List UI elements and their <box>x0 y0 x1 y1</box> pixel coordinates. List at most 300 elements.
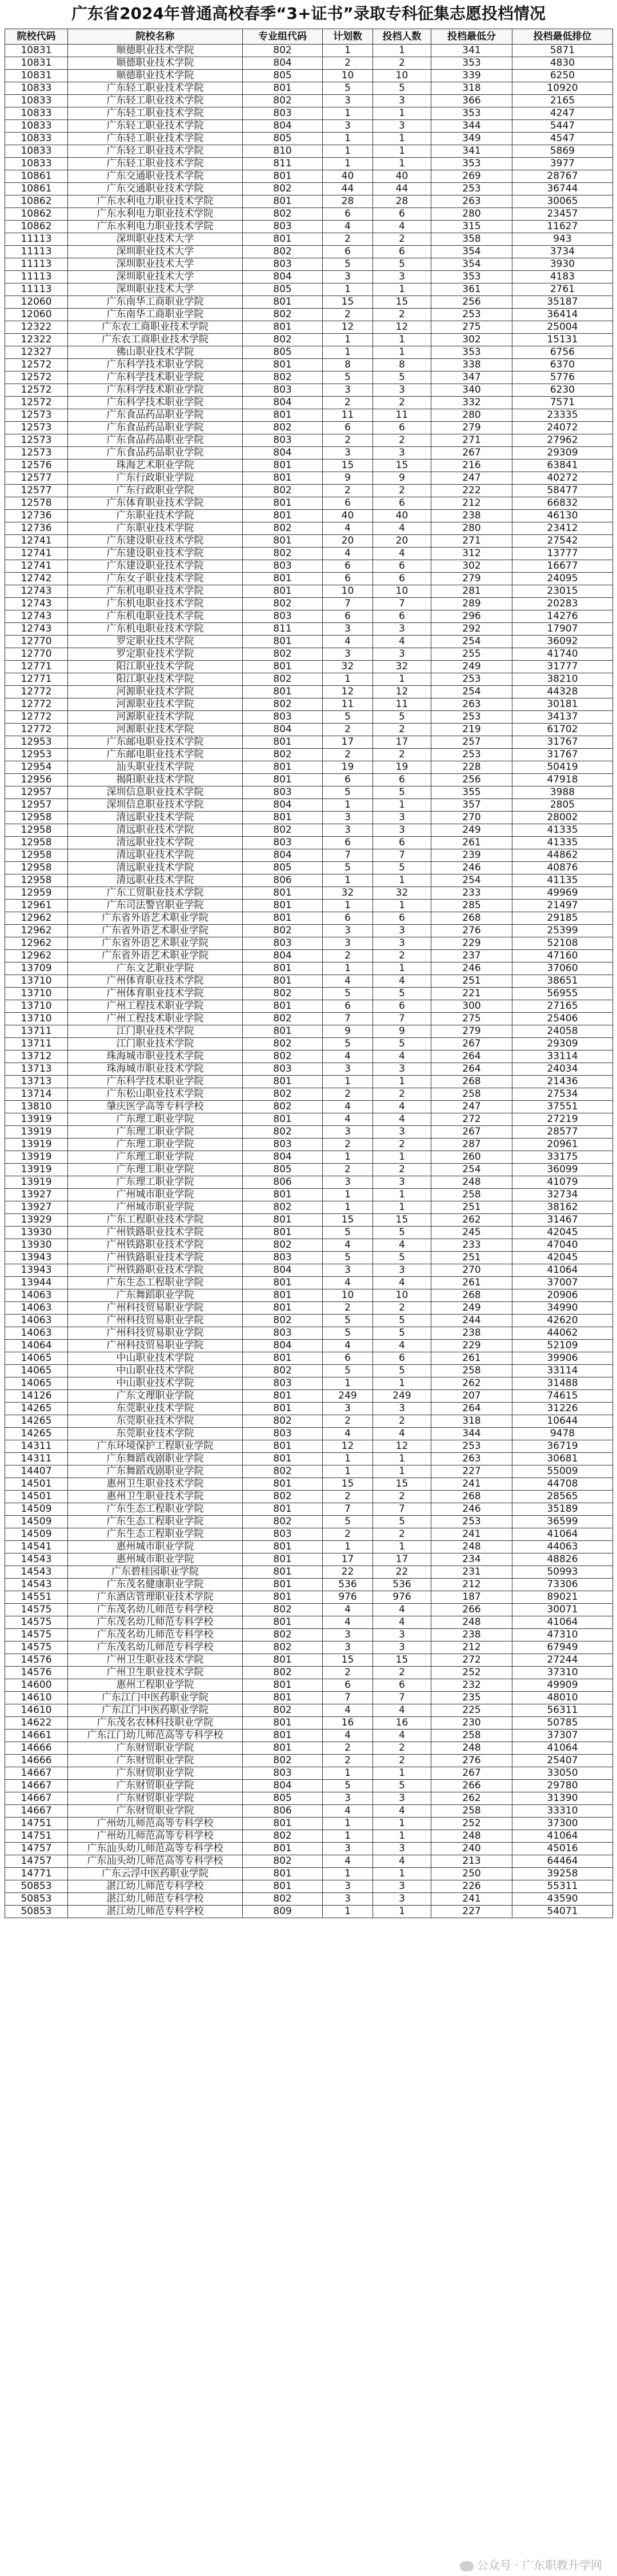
table-row <box>5 849 613 862</box>
table-row <box>5 900 613 912</box>
cell-school-code: 13710 <box>5 988 68 1000</box>
cell-plan-count: 3 <box>323 937 373 950</box>
cell-group-code: 802 <box>243 1038 323 1051</box>
cell-min-score: 266 <box>431 1604 512 1616</box>
cell-admitted-count: 4 <box>373 1616 431 1629</box>
cell-school-name: 广东轻工职业技术学院 <box>68 107 243 120</box>
cell-min-rank: 52109 <box>512 1340 613 1352</box>
cell-school-code: 14576 <box>5 1667 68 1679</box>
cell-school-code: 11113 <box>5 233 68 246</box>
cell-plan-count: 6 <box>323 497 373 510</box>
cell-group-code: 802 <box>243 246 323 258</box>
cell-school-name: 广东科学技术职业学院 <box>68 372 243 384</box>
cell-admitted-count: 4 <box>373 1805 431 1818</box>
table-row <box>5 673 613 686</box>
table-row <box>5 1000 613 1013</box>
cell-group-code: 802 <box>243 1516 323 1528</box>
cell-min-score: 251 <box>431 1252 512 1264</box>
table-row <box>5 1164 613 1176</box>
cell-min-score: 239 <box>431 849 512 862</box>
cell-min-score: 263 <box>431 1453 512 1465</box>
cell-plan-count: 32 <box>323 661 373 673</box>
cell-plan-count: 2 <box>323 749 373 761</box>
table-row <box>5 95 613 107</box>
cell-group-code: 802 <box>243 1755 323 1767</box>
cell-school-code: 12770 <box>5 636 68 648</box>
table-row <box>5 1553 613 1566</box>
cell-admitted-count: 4 <box>373 1340 431 1352</box>
cell-min-rank: 47040 <box>512 1239 613 1252</box>
cell-school-name: 广东南华工商职业学院 <box>68 296 243 309</box>
cell-min-score: 241 <box>431 1478 512 1491</box>
cell-min-score: 312 <box>431 548 512 560</box>
cell-plan-count: 4 <box>323 1855 373 1868</box>
cell-plan-count: 4 <box>323 1277 373 1289</box>
cell-group-code: 804 <box>243 397 323 409</box>
cell-min-rank: 49969 <box>512 887 613 900</box>
cell-admitted-count: 249 <box>373 1390 431 1403</box>
cell-min-rank: 56311 <box>512 1704 613 1717</box>
cell-admitted-count: 1 <box>373 107 431 120</box>
cell-school-code: 12743 <box>5 610 68 623</box>
table-row <box>5 1792 613 1805</box>
cell-school-name: 广东工贸职业技术学院 <box>68 887 243 900</box>
table-row <box>5 1377 613 1390</box>
table-row <box>5 70 613 82</box>
cell-group-code: 810 <box>243 145 323 158</box>
cell-min-rank: 943 <box>512 233 613 246</box>
table-row <box>5 1742 613 1755</box>
cell-min-score: 248 <box>431 1830 512 1843</box>
cell-admitted-count: 4 <box>373 975 431 988</box>
cell-plan-count: 3 <box>323 812 373 824</box>
cell-school-name: 广东行政职业学院 <box>68 485 243 497</box>
cell-school-code: 14265 <box>5 1428 68 1440</box>
cell-admitted-count: 1 <box>373 962 431 975</box>
cell-school-code: 14543 <box>5 1566 68 1579</box>
cell-min-rank: 31767 <box>512 736 613 749</box>
cell-group-code: 801 <box>243 1277 323 1289</box>
cell-admitted-count: 1 <box>373 45 431 57</box>
table-row <box>5 1352 613 1365</box>
table-row <box>5 120 613 133</box>
table-row <box>5 472 613 485</box>
cell-school-code: 13919 <box>5 1151 68 1164</box>
cell-min-score: 357 <box>431 799 512 812</box>
cell-group-code: 801 <box>243 321 323 334</box>
cell-min-rank: 27244 <box>512 1654 613 1667</box>
cell-plan-count: 1 <box>323 962 373 975</box>
cell-school-name: 广东江门幼儿师范高等专科学校 <box>68 1730 243 1742</box>
cell-min-score: 237 <box>431 950 512 962</box>
cell-school-code: 12958 <box>5 824 68 837</box>
table-row <box>5 862 613 874</box>
cell-admitted-count: 2 <box>373 1742 431 1755</box>
cell-min-score: 289 <box>431 598 512 610</box>
cell-admitted-count: 1 <box>373 158 431 170</box>
cell-min-rank: 31767 <box>512 749 613 761</box>
cell-school-name: 广东机电职业技术学院 <box>68 585 243 598</box>
cell-school-code: 13929 <box>5 1214 68 1227</box>
cell-plan-count: 3 <box>323 1176 373 1189</box>
cell-admitted-count: 10 <box>373 585 431 598</box>
table-row <box>5 1906 613 1918</box>
cell-admitted-count: 1 <box>373 1767 431 1780</box>
cell-group-code: 803 <box>243 1767 323 1780</box>
cell-school-name: 清远职业技术学院 <box>68 812 243 824</box>
cell-admitted-count: 6 <box>373 912 431 925</box>
cell-school-code: 11113 <box>5 283 68 296</box>
cell-plan-count: 5 <box>323 988 373 1000</box>
cell-school-code: 10862 <box>5 195 68 208</box>
cell-school-name: 广东茂名健康职业学院 <box>68 1579 243 1591</box>
cell-group-code: 801 <box>243 1289 323 1302</box>
table-row <box>5 1101 613 1113</box>
cell-school-code: 13919 <box>5 1139 68 1151</box>
cell-group-code: 801 <box>243 975 323 988</box>
cell-min-rank: 5871 <box>512 45 613 57</box>
cell-school-code: 12573 <box>5 422 68 434</box>
cell-min-score: 238 <box>431 510 512 522</box>
wechat-icon <box>460 2561 474 2571</box>
cell-school-name: 广州城市职业学院 <box>68 1189 243 1201</box>
table-row <box>5 1767 613 1780</box>
cell-min-score: 276 <box>431 1755 512 1767</box>
table-row <box>5 1063 613 1076</box>
table-row <box>5 837 613 849</box>
cell-school-code: 12743 <box>5 585 68 598</box>
cell-school-code: 14063 <box>5 1289 68 1302</box>
cell-group-code: 803 <box>243 560 323 573</box>
cell-group-code: 801 <box>243 460 323 472</box>
cell-min-rank: 44328 <box>512 686 613 698</box>
cell-admitted-count: 4 <box>373 1051 431 1063</box>
table-row <box>5 271 613 283</box>
table-row <box>5 1076 613 1088</box>
cell-min-score: 254 <box>431 874 512 887</box>
cell-min-score: 287 <box>431 1139 512 1151</box>
cell-min-score: 353 <box>431 57 512 70</box>
cell-min-score: 318 <box>431 1415 512 1428</box>
cell-school-code: 14064 <box>5 1340 68 1352</box>
cell-school-code: 12771 <box>5 673 68 686</box>
cell-school-code: 12772 <box>5 698 68 711</box>
table-row <box>5 1227 613 1239</box>
cell-plan-count: 4 <box>323 1616 373 1629</box>
cell-school-code: 13710 <box>5 1013 68 1025</box>
cell-min-score: 254 <box>431 686 512 698</box>
cell-plan-count: 3 <box>323 384 373 397</box>
table-row <box>5 133 613 145</box>
cell-school-name: 广东生态工程职业学院 <box>68 1528 243 1541</box>
cell-plan-count: 4 <box>323 636 373 648</box>
cell-min-rank: 50993 <box>512 1566 613 1579</box>
cell-group-code: 804 <box>243 447 323 460</box>
cell-school-code: 13927 <box>5 1201 68 1214</box>
cell-group-code: 801 <box>243 912 323 925</box>
table-row <box>5 1893 613 1906</box>
cell-admitted-count: 6 <box>373 422 431 434</box>
cell-school-code: 14126 <box>5 1390 68 1403</box>
cell-school-code: 12953 <box>5 736 68 749</box>
cell-min-score: 263 <box>431 195 512 208</box>
cell-min-rank: 23412 <box>512 522 613 535</box>
cell-plan-count: 1 <box>323 1076 373 1088</box>
cell-school-name: 广东机电职业技术学院 <box>68 623 243 636</box>
cell-group-code: 804 <box>243 799 323 812</box>
cell-plan-count: 8 <box>323 359 373 372</box>
cell-min-rank: 9478 <box>512 1428 613 1440</box>
table-row <box>5 585 613 598</box>
cell-group-code: 802 <box>243 422 323 434</box>
cell-admitted-count: 3 <box>373 1063 431 1076</box>
cell-admitted-count: 12 <box>373 321 431 334</box>
cell-school-code: 10861 <box>5 183 68 195</box>
cell-min-rank: 38651 <box>512 975 613 988</box>
cell-group-code: 802 <box>243 1315 323 1327</box>
cell-admitted-count: 11 <box>373 409 431 422</box>
admission-table <box>5 29 613 1918</box>
cell-school-name: 广东科学技术职业学院 <box>68 384 243 397</box>
cell-plan-count: 4 <box>323 1805 373 1818</box>
cell-school-name: 广州科技贸易职业学院 <box>68 1327 243 1340</box>
cell-admitted-count: 5 <box>373 82 431 95</box>
cell-school-name: 广州体育职业技术学院 <box>68 975 243 988</box>
cell-school-name: 广东酒店管理职业技术学院 <box>68 1591 243 1604</box>
cell-group-code: 801 <box>243 1553 323 1566</box>
cell-group-code: 802 <box>243 824 323 837</box>
cell-school-name: 广东财贸职业学院 <box>68 1805 243 1818</box>
cell-school-code: 14311 <box>5 1440 68 1453</box>
cell-min-rank: 44862 <box>512 849 613 862</box>
cell-school-name: 广东轻工职业技术学院 <box>68 158 243 170</box>
cell-min-rank: 36744 <box>512 183 613 195</box>
cell-group-code: 801 <box>243 82 323 95</box>
cell-min-rank: 2165 <box>512 95 613 107</box>
cell-min-rank: 31467 <box>512 1214 613 1227</box>
table-row <box>5 1176 613 1189</box>
cell-min-rank: 31488 <box>512 1377 613 1390</box>
cell-group-code: 804 <box>243 120 323 133</box>
cell-plan-count: 2 <box>323 57 373 70</box>
cell-group-code: 803 <box>243 1139 323 1151</box>
cell-plan-count: 5 <box>323 1038 373 1051</box>
table-row <box>5 1315 613 1327</box>
table-row <box>5 962 613 975</box>
cell-group-code: 802 <box>243 485 323 497</box>
cell-plan-count: 5 <box>323 1516 373 1528</box>
cell-admitted-count: 1 <box>373 1377 431 1390</box>
cell-group-code: 801 <box>243 1025 323 1038</box>
cell-plan-count: 1 <box>323 1465 373 1478</box>
cell-admitted-count: 5 <box>373 258 431 271</box>
cell-plan-count: 32 <box>323 887 373 900</box>
cell-admitted-count: 3 <box>373 447 431 460</box>
cell-school-name: 广东食品药品职业学院 <box>68 434 243 447</box>
cell-admitted-count: 4 <box>373 1428 431 1440</box>
cell-plan-count: 11 <box>323 698 373 711</box>
cell-school-code: 12962 <box>5 912 68 925</box>
cell-school-code: 14265 <box>5 1415 68 1428</box>
cell-school-name: 广东茂名幼儿师范专科学校 <box>68 1616 243 1629</box>
cell-min-score: 344 <box>431 1428 512 1440</box>
cell-min-score: 341 <box>431 45 512 57</box>
cell-min-score: 353 <box>431 107 512 120</box>
cell-plan-count: 1 <box>323 900 373 912</box>
cell-school-name: 广东舞蹈戏剧职业学院 <box>68 1465 243 1478</box>
cell-admitted-count: 6 <box>373 837 431 849</box>
cell-group-code: 801 <box>243 1214 323 1227</box>
cell-group-code: 801 <box>243 1818 323 1830</box>
cell-min-rank: 5869 <box>512 145 613 158</box>
cell-admitted-count: 2 <box>373 1139 431 1151</box>
cell-school-code: 13919 <box>5 1113 68 1126</box>
cell-school-code: 12060 <box>5 296 68 309</box>
cell-min-rank: 33114 <box>512 1365 613 1377</box>
cell-school-name: 惠州城市职业学院 <box>68 1553 243 1566</box>
cell-school-name: 深圳信息职业技术学院 <box>68 799 243 812</box>
cell-school-code: 12958 <box>5 862 68 874</box>
cell-plan-count: 2 <box>323 1742 373 1755</box>
cell-plan-count: 1 <box>323 283 373 296</box>
cell-min-score: 262 <box>431 1214 512 1227</box>
cell-min-rank: 13777 <box>512 548 613 560</box>
cell-school-name: 惠州工程职业学院 <box>68 1679 243 1692</box>
cell-min-rank: 41064 <box>512 1528 613 1541</box>
cell-admitted-count: 3 <box>373 812 431 824</box>
cell-min-score: 251 <box>431 1201 512 1214</box>
cell-group-code: 811 <box>243 623 323 636</box>
cell-school-code: 12743 <box>5 598 68 610</box>
cell-plan-count: 1 <box>323 1906 373 1918</box>
cell-school-code: 14501 <box>5 1478 68 1491</box>
cell-group-code: 801 <box>243 761 323 774</box>
cell-school-name: 广东建设职业技术学院 <box>68 535 243 548</box>
cell-group-code: 803 <box>243 610 323 623</box>
cell-school-name: 广东文理职业学院 <box>68 1390 243 1403</box>
cell-plan-count: 3 <box>323 1880 373 1893</box>
cell-plan-count: 3 <box>323 925 373 937</box>
cell-min-score: 261 <box>431 1277 512 1289</box>
cell-admitted-count: 2 <box>373 1528 431 1541</box>
cell-plan-count: 7 <box>323 1692 373 1704</box>
cell-school-name: 广东理工职业学院 <box>68 1126 243 1139</box>
cell-school-name: 广东食品药品职业学院 <box>68 409 243 422</box>
cell-min-rank: 28767 <box>512 170 613 183</box>
table-row <box>5 937 613 950</box>
cell-school-code: 13810 <box>5 1101 68 1113</box>
cell-min-rank: 36099 <box>512 1164 613 1176</box>
table-row <box>5 1591 613 1604</box>
cell-plan-count: 1 <box>323 133 373 145</box>
cell-min-score: 264 <box>431 1063 512 1076</box>
cell-group-code: 805 <box>243 862 323 874</box>
cell-plan-count: 7 <box>323 849 373 862</box>
cell-group-code: 802 <box>243 183 323 195</box>
table-row <box>5 283 613 296</box>
table-row <box>5 610 613 623</box>
cell-plan-count: 3 <box>323 120 373 133</box>
cell-admitted-count: 1 <box>373 283 431 296</box>
table-row <box>5 296 613 309</box>
cell-admitted-count: 1 <box>373 1453 431 1465</box>
cell-plan-count: 40 <box>323 170 373 183</box>
cell-admitted-count: 1 <box>373 145 431 158</box>
cell-min-rank: 24095 <box>512 573 613 585</box>
header-school-name: 院校名称 <box>68 29 243 45</box>
cell-admitted-count: 1 <box>373 334 431 346</box>
cell-admitted-count: 2 <box>373 397 431 409</box>
cell-group-code: 801 <box>243 170 323 183</box>
cell-min-rank: 23457 <box>512 208 613 221</box>
cell-school-code: 14551 <box>5 1591 68 1604</box>
cell-school-name: 广东轻工职业技术学院 <box>68 95 243 107</box>
cell-group-code: 802 <box>243 45 323 57</box>
table-row <box>5 761 613 774</box>
cell-admitted-count: 3 <box>373 1126 431 1139</box>
table-row <box>5 1252 613 1264</box>
cell-school-code: 14509 <box>5 1528 68 1541</box>
cell-group-code: 801 <box>243 296 323 309</box>
cell-admitted-count: 15 <box>373 1478 431 1491</box>
cell-min-score: 235 <box>431 1692 512 1704</box>
cell-admitted-count: 2 <box>373 233 431 246</box>
cell-min-rank: 27165 <box>512 1000 613 1013</box>
cell-min-score: 279 <box>431 422 512 434</box>
cell-min-rank: 41335 <box>512 824 613 837</box>
cell-plan-count: 2 <box>323 397 373 409</box>
cell-plan-count: 3 <box>323 1642 373 1654</box>
cell-school-name: 广州体育职业技术学院 <box>68 988 243 1000</box>
table-row <box>5 434 613 447</box>
cell-plan-count: 15 <box>323 1654 373 1667</box>
cell-plan-count: 3 <box>323 1063 373 1076</box>
cell-school-name: 广东理工职业学院 <box>68 1113 243 1126</box>
cell-school-code: 12741 <box>5 560 68 573</box>
cell-min-score: 280 <box>431 208 512 221</box>
cell-min-rank: 37060 <box>512 962 613 975</box>
table-row <box>5 975 613 988</box>
cell-group-code: 801 <box>243 1390 323 1403</box>
cell-plan-count: 2 <box>323 485 373 497</box>
cell-min-rank: 54071 <box>512 1906 613 1918</box>
cell-school-name: 河源职业技术学院 <box>68 698 243 711</box>
cell-plan-count: 6 <box>323 1000 373 1013</box>
cell-group-code: 802 <box>243 334 323 346</box>
cell-plan-count: 3 <box>323 95 373 107</box>
cell-min-score: 222 <box>431 485 512 497</box>
cell-school-name: 惠州卫生职业技术学院 <box>68 1491 243 1503</box>
table-row <box>5 1604 613 1616</box>
cell-plan-count: 3 <box>323 1403 373 1415</box>
cell-school-name: 广东邮电职业技术学院 <box>68 749 243 761</box>
cell-min-rank: 15131 <box>512 334 613 346</box>
cell-min-score: 253 <box>431 1516 512 1528</box>
cell-school-name: 广东交通职业技术学院 <box>68 170 243 183</box>
cell-admitted-count: 10 <box>373 70 431 82</box>
cell-group-code: 802 <box>243 698 323 711</box>
cell-min-rank: 42045 <box>512 1252 613 1264</box>
cell-school-name: 江门职业技术学院 <box>68 1038 243 1051</box>
cell-group-code: 801 <box>243 1566 323 1579</box>
cell-school-name: 广州城市职业学院 <box>68 1201 243 1214</box>
cell-school-code: 12956 <box>5 774 68 786</box>
cell-admitted-count: 6 <box>373 610 431 623</box>
cell-admitted-count: 9 <box>373 1025 431 1038</box>
cell-admitted-count: 17 <box>373 1553 431 1566</box>
cell-school-code: 12772 <box>5 724 68 736</box>
cell-plan-count: 1 <box>323 1818 373 1830</box>
